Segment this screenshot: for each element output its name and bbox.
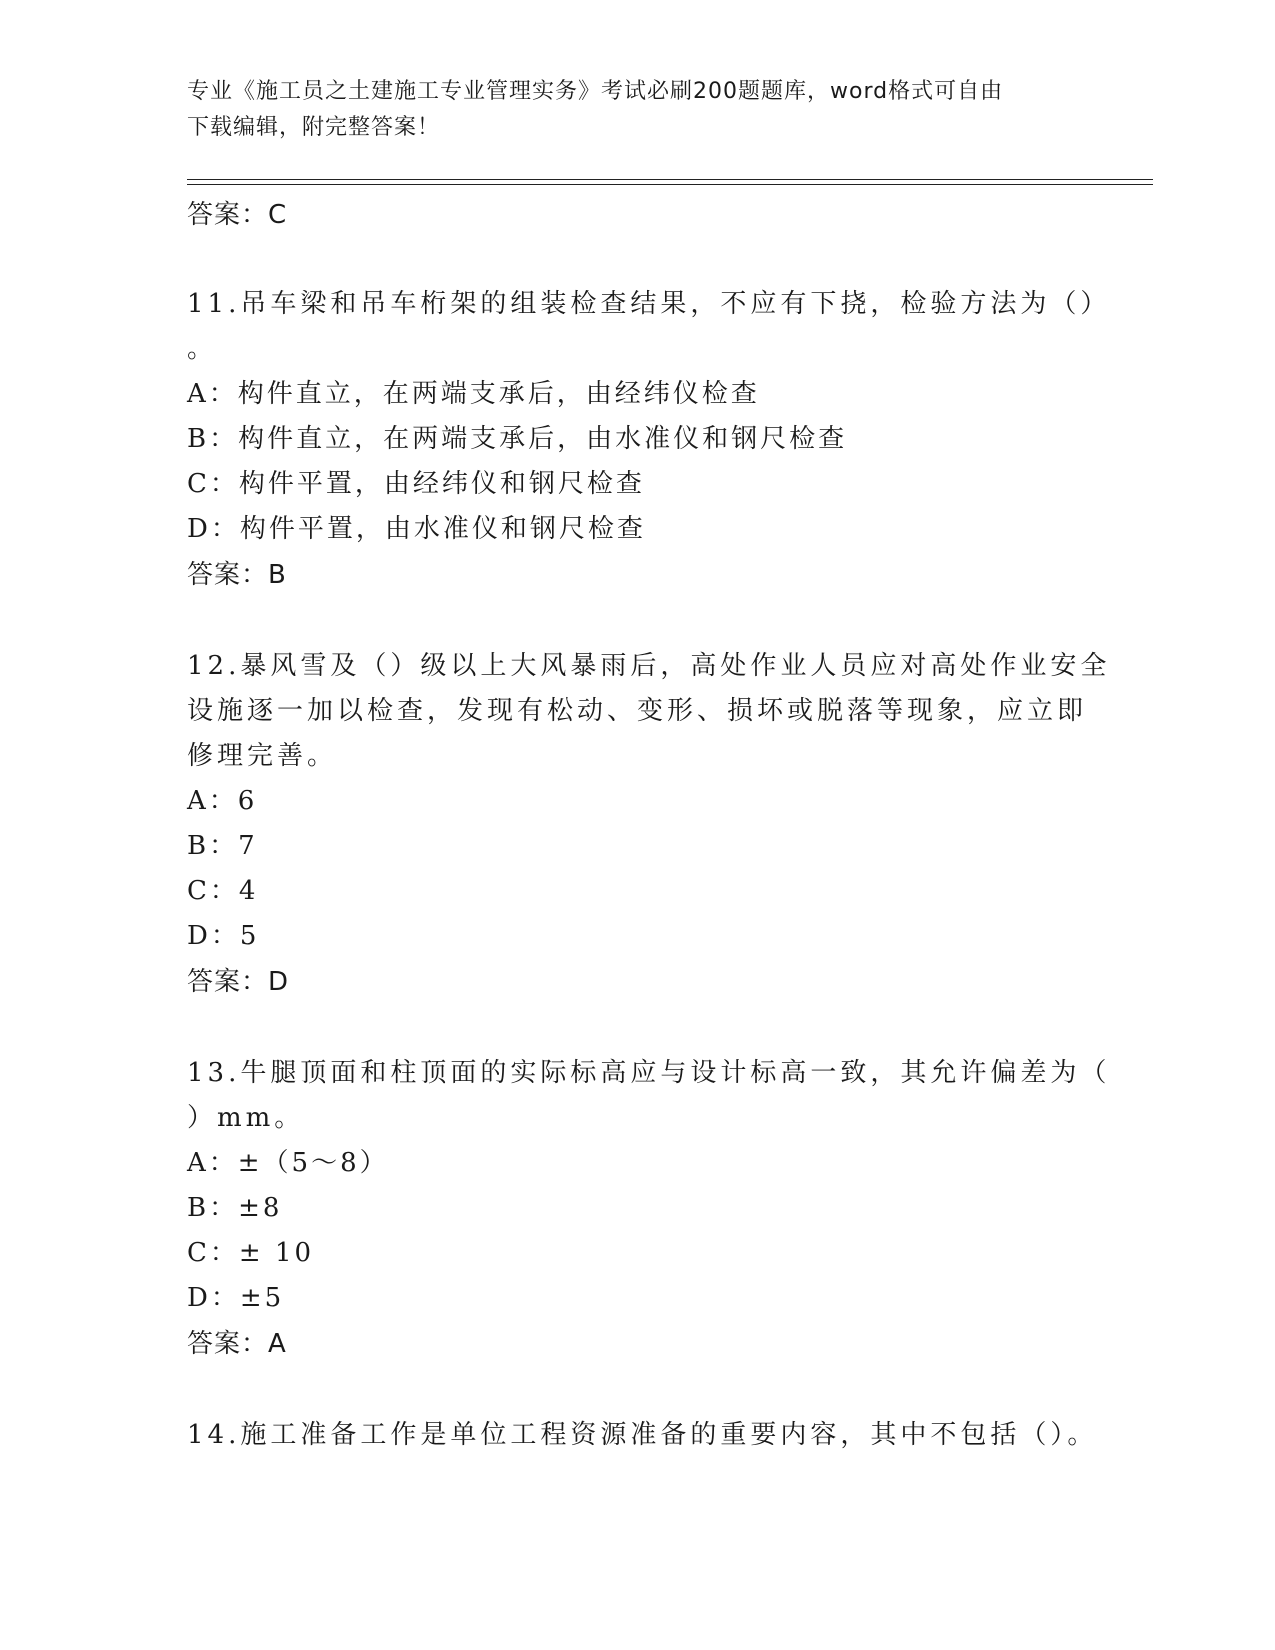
document-header	[187, 74, 1087, 146]
question-11-answer: 答案：B	[187, 560, 287, 590]
answer-prev: 答案：C	[187, 200, 288, 230]
question-11	[187, 282, 1111, 598]
question-11-line-2: 。	[187, 334, 218, 364]
question-13-line-1: 13.牛腿顶面和柱顶面的实际标高应与设计标高一致，其允许偏差为（	[187, 1058, 1111, 1088]
question-12-option-d: D：5	[187, 921, 260, 951]
question-12-line-3: 修理完善。	[187, 741, 338, 771]
question-11-option-a: A：构件直立，在两端支承后，由经纬仪检查	[187, 379, 760, 409]
question-12-option-c: C：4	[187, 876, 259, 906]
header-divider-secondary	[187, 184, 1153, 185]
question-12-line-1: 12.暴风雪及（）级以上大风暴雨后，高处作业人员应对高处作业安全	[187, 651, 1111, 681]
question-14-line-1: 14.施工准备工作是单位工程资源准备的重要内容，其中不包括（）。	[187, 1420, 1098, 1450]
question-13-option-c: C：± 10	[187, 1238, 315, 1268]
question-12-line-2: 设施逐一加以检查，发现有松动、变形、损坏或脱落等现象，应立即	[187, 696, 1088, 726]
question-12	[187, 644, 1111, 1005]
question-13	[187, 1051, 1111, 1367]
header-line-2: 下载编辑，附完整答案！	[187, 115, 441, 140]
question-13-option-a: A：±（5～8）	[187, 1148, 389, 1178]
question-13-option-d: D：±5	[187, 1283, 285, 1313]
question-11-option-d: D：构件平置，由水准仪和钢尺检查	[187, 514, 646, 544]
question-13-line-2: ）mm。	[187, 1103, 305, 1133]
question-11-line-1: 11.吊车梁和吊车桁架的组装检查结果，不应有下挠，检验方法为（）	[187, 289, 1111, 319]
question-12-option-b: B：7	[187, 831, 258, 861]
question-12-answer: 答案：D	[187, 967, 290, 997]
question-11-option-c: C：构件平置，由经纬仪和钢尺检查	[187, 469, 645, 499]
header-divider	[187, 179, 1153, 180]
header-line-1: 专业《施工员之土建施工专业管理实务》考试必刷200题题库，word格式可自由	[187, 79, 1004, 104]
question-13-option-b: B：±8	[187, 1193, 283, 1223]
question-list	[187, 192, 1111, 1458]
question-13-answer: 答案：A	[187, 1329, 287, 1359]
question-14	[187, 1413, 1098, 1458]
question-12-option-a: A：6	[187, 786, 258, 816]
question-11-option-b: B：构件直立，在两端支承后，由水准仪和钢尺检查	[187, 424, 848, 454]
